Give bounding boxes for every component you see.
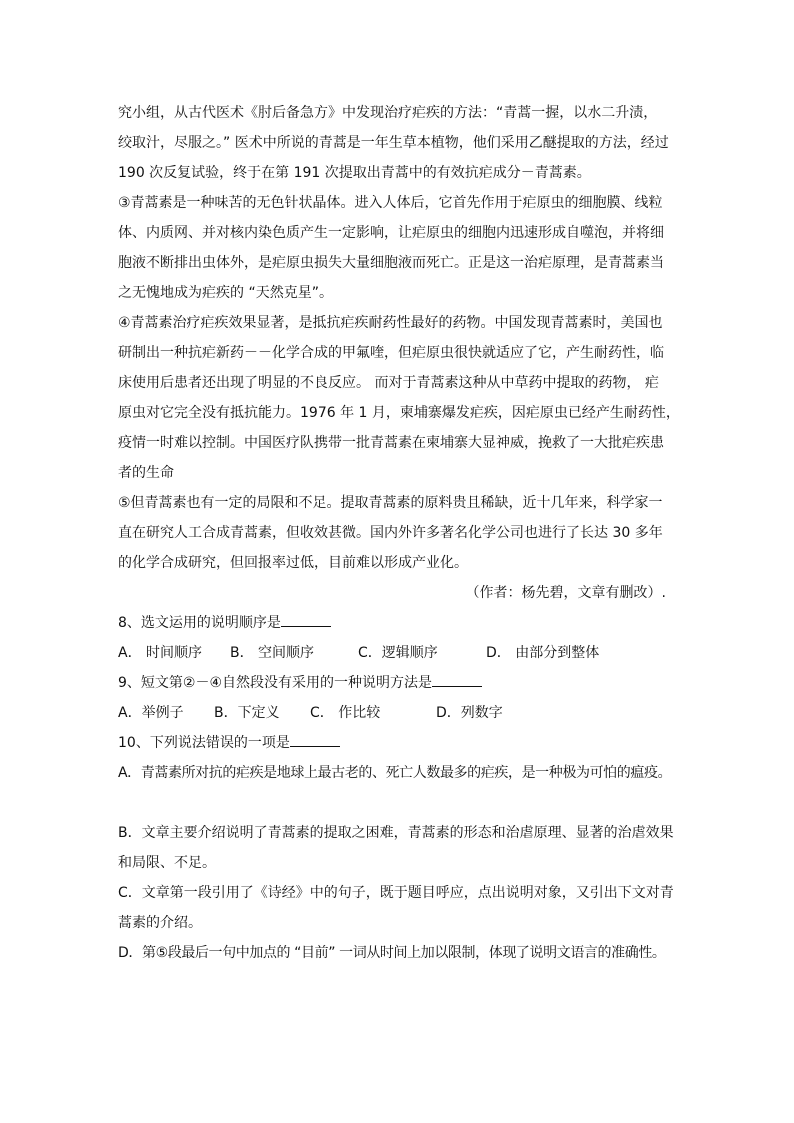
option-c[interactable]: C．文章第一段引用了《诗经》中的句子，既于题目呼应，点出说明对象，又引出下文对青	[118, 885, 674, 901]
paragraph-3-line: 胞液不断排出虫体外，是疟原虫损失大量细胞液而死亡。正是这一治疟原理，是青蒿素当	[118, 255, 664, 271]
passage-line: 究小组，从古代医术《肘后备急方》中发现治疗疟疾的方法：“青蒿一握，以水二升渍，	[118, 105, 658, 121]
paragraph-3-line: ③青蒿素是一种味苦的无色针状晶体。进入人体后，它首先作用于疟原虫的细胞膜、线粒	[118, 195, 663, 211]
question-9-stem: 9、短文第②－④自然段没有采用的一种说明方法是	[118, 675, 433, 691]
paragraph-4-line: 原虫对它完全没有抵抗能力。1976 年 1 月，柬埔寨爆发疟疾，因疟原虫已经产生耐药性，	[118, 405, 680, 421]
paragraph-3-line: 体、内质网、并对核内染色质产生一定影响，让疟原虫的细胞内迅速形成自噬泡，并将细	[118, 225, 664, 241]
option-b[interactable]: B．下定义	[214, 705, 280, 721]
paragraph-4-line: ④青蒿素治疗疟疾效果显著，是抵抗疟疾耐药性最好的药物。中国发现青蒿素时，美国也	[118, 315, 663, 331]
paragraph-3-line: 之无愧地成为疟疾的 “天然克星”。	[118, 285, 333, 301]
option-b[interactable]: B． 空间顺序	[230, 645, 315, 661]
paragraph-5-line: ⑤但青蒿素也有一定的局限和不足。提取青蒿素的原料贵且稀缺，近十几年来，科学家一	[118, 495, 663, 511]
option-b[interactable]: B．文章主要介绍说明了青蒿素的提取之困难，青蒿素的形态和治虐原理、显著的治虐效果	[118, 825, 674, 841]
paragraph-5-line: 的化学合成研究，但回报率过低，目前难以形成产业化。	[118, 555, 468, 571]
option-c[interactable]: C．逻辑顺序	[358, 645, 438, 661]
passage-line: 绞取汁，尽服之。” 医术中所说的青蒿是一年生草本植物，他们采用乙醚提取的方法，经过	[118, 135, 669, 151]
question-9-options	[118, 704, 688, 722]
option-a[interactable]: A．青蒿素所对抗的疟疾是地球上最古老的、死亡人数最多的疟疾，是一种极为可怕的瘟疫。	[118, 765, 672, 781]
passage-line: 190 次反复试验，终于在第 191 次提取出青蒿中的有效抗疟成分－青蒿素。	[118, 165, 591, 181]
option-c[interactable]: C． 作比较	[310, 705, 381, 721]
option-d[interactable]: D． 由部分到整体	[486, 645, 600, 661]
option-d[interactable]: D．列数字	[436, 705, 503, 721]
question-8-options	[118, 644, 688, 662]
paragraph-5-line: 直在研究人工合成青蒿素，但收效甚微。国内外许多著名化学公司也进行了长达 30 多年	[118, 525, 663, 541]
question-10-stem: 10、下列说法错误的一项是	[118, 735, 290, 751]
attribution: （作者：杨先碧，文章有删改）.	[465, 585, 666, 601]
question-9	[118, 674, 688, 692]
paragraph-4-line: 床使用后患者还出现了明显的不良反应。 而对于青蒿素这种从中草药中提取的药物， 疟	[118, 375, 659, 391]
paragraph-4-line: 者的生命	[118, 465, 174, 481]
question-10	[118, 734, 688, 752]
paragraph-4-line: 研制出一种抗疟新药－－化学合成的甲氟喹，但疟原虫很快就适应了它，产生耐药性，临	[118, 345, 664, 361]
question-8	[118, 614, 688, 632]
question-8-stem: 8、选文运用的说明顺序是	[118, 615, 281, 631]
paragraph-4-line: 疫情一时难以控制。中国医疗队携带一批青蒿素在柬埔寨大显神威，挽救了一大批疟疾患	[118, 435, 664, 451]
answer-blank[interactable]	[281, 614, 331, 627]
option-a[interactable]: A． 时间顺序	[118, 645, 203, 661]
answer-blank[interactable]	[432, 674, 482, 687]
option-d[interactable]: D．第⑤段最后一句中加点的 “目前” 一词从时间上加以限制，体现了说明文语言的准确性。	[118, 945, 666, 961]
option-c-continued: 蒿素的介绍。	[118, 915, 202, 931]
option-b-continued: 和局限、不足。	[118, 855, 216, 871]
answer-blank[interactable]	[290, 734, 340, 747]
option-a[interactable]: A．举例子	[118, 705, 184, 721]
